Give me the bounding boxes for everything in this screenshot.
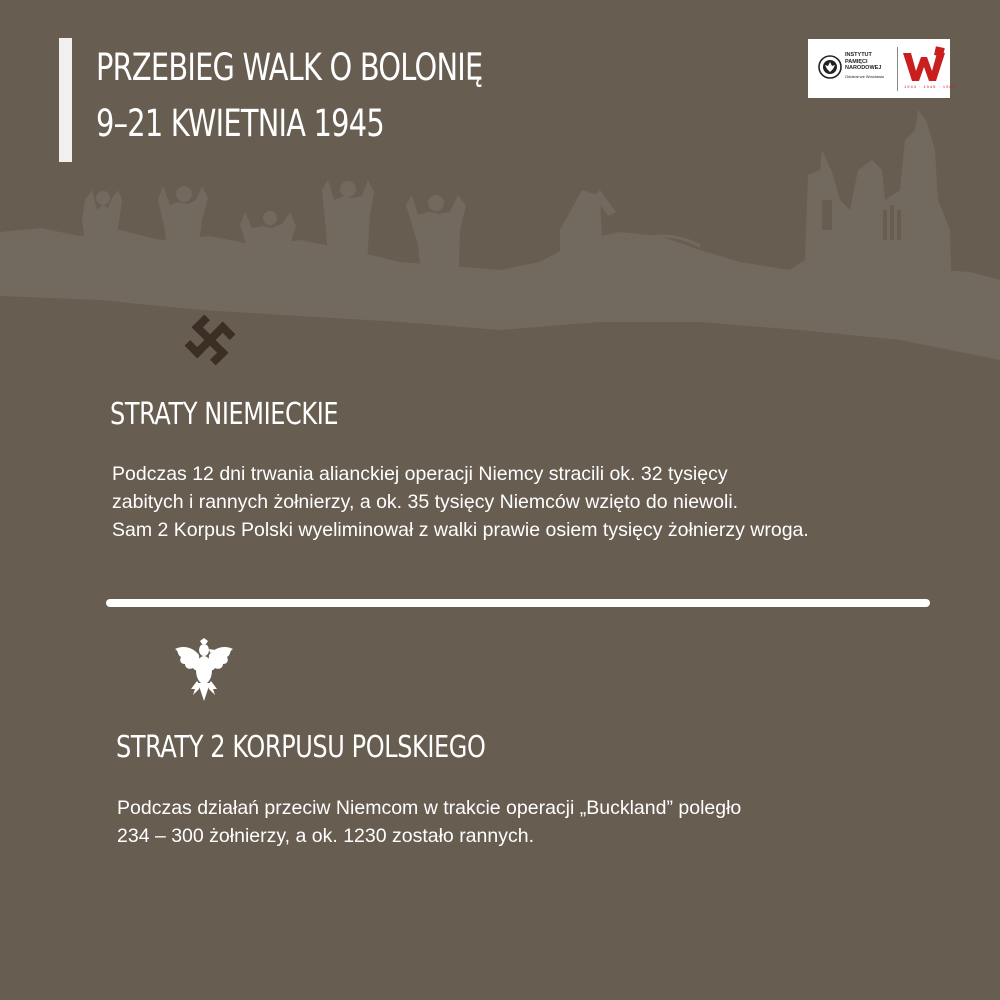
title-accent-bar (59, 38, 72, 162)
polish-losses-line: 234 – 300 żołnierzy, a ok. 1230 zostało rannych. (117, 825, 534, 847)
section-divider (106, 599, 930, 607)
logo-divider (897, 47, 898, 91)
german-losses-text (112, 460, 809, 544)
german-losses-heading: STRATY NIEMIECKIE (110, 397, 339, 432)
ipn-text-line1: INSTYTUT (845, 52, 872, 58)
w-anniversary-logo-icon (901, 45, 947, 85)
ipn-seal-icon (818, 55, 842, 79)
german-losses-line: Sam 2 Korpus Polski wyeliminował z walki prawie osiem tysięcy żołnierzy wroga. (112, 519, 809, 541)
polish-losses-heading: STRATY 2 KORPUSU POLSKIEGO (116, 730, 486, 765)
ipn-text-line2: PAMIĘCI (845, 58, 868, 65)
ipn-branch-text: Oddział we Wrocławiu (845, 73, 885, 79)
german-losses-line: zabitych i rannych żołnierzy, a ok. 35 tysięcy Niemców wzięto do niewoli. (112, 491, 739, 513)
polish-eagle-icon (173, 637, 235, 703)
polish-losses-text (117, 794, 741, 850)
anniversary-years: 1944 · 1945 · 1989 (904, 84, 956, 89)
ipn-text-line3: NARODOWEJ (845, 65, 882, 71)
page-title (96, 40, 482, 152)
partner-logos (808, 39, 956, 98)
swastika-icon (180, 310, 240, 370)
page-title-line1: PRZEBIEG WALK O BOLONIĘ (96, 46, 483, 89)
page-title-line2: 9–21 KWIETNIA 1945 (96, 102, 384, 145)
ipn-logo-text (845, 52, 884, 80)
german-losses-line: Podczas 12 dni trwania alianckiej operacji Niemcy stracili ok. 32 tysięcy (112, 463, 728, 485)
polish-losses-line: Podczas działań przeciw Niemcom w trakcie operacji „Buckland” poległo (117, 797, 742, 819)
